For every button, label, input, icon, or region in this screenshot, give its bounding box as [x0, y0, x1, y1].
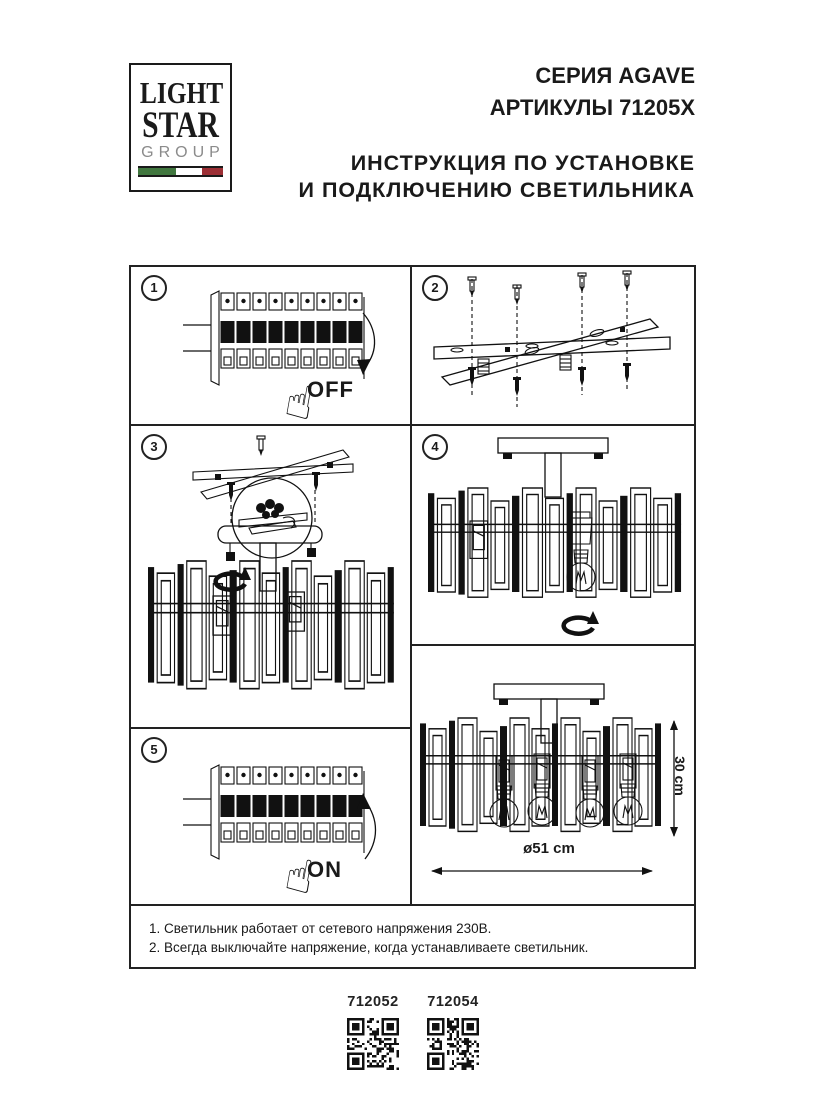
step-number-badge: 4	[422, 434, 448, 460]
note-line-1: 1. Светильник работает от сетевого напряжения 230В.	[149, 921, 492, 936]
qr-code	[347, 1018, 399, 1070]
footer-product-codes	[0, 994, 826, 1075]
product-code-label: 712054	[427, 994, 479, 1010]
panel-step-3	[129, 424, 412, 729]
articles-title: АРТИКУЛЫ 71205X	[489, 94, 695, 120]
notes-panel	[129, 904, 696, 969]
lightstar-logo	[129, 63, 232, 192]
step-number-badge: 2	[422, 275, 448, 301]
caption-off: OFF	[307, 377, 354, 402]
light-bulb-installation-diagram	[412, 426, 694, 644]
step-number-badge: 1	[141, 275, 167, 301]
series-title: СЕРИЯ AGAVE	[535, 63, 695, 88]
note-line-2: 2. Всегда выключайте напряжение, когда устанавливаете светильник.	[149, 939, 589, 955]
logo-word-light: LIGHT	[139, 75, 224, 110]
qr-code	[427, 1018, 479, 1070]
logo-word-group: GROUP	[141, 143, 225, 161]
product-code-label: 712052	[347, 994, 399, 1010]
header	[299, 60, 695, 204]
dimension-diameter-label: ø51 cm	[523, 840, 575, 857]
logo-word-star: STAR	[142, 104, 219, 146]
panel-step-5	[129, 727, 412, 906]
italian-flag-stripe	[138, 166, 223, 177]
instruction-title-line2: И ПОДКЛЮЧЕНИЮ СВЕТИЛЬНИКА	[298, 177, 695, 202]
panel-dimensions	[410, 644, 696, 906]
instruction-title-line1: ИНСТРУКЦИЯ ПО УСТАНОВКЕ	[350, 150, 695, 175]
caption-on: ON	[307, 857, 342, 882]
fixture-dimensions-diagram	[412, 646, 694, 904]
circuit-breaker-switch-on-diagram	[131, 729, 410, 904]
panel-step-1	[129, 265, 412, 426]
wiring-and-canopy-attachment-diagram	[131, 426, 410, 727]
ceiling-mounting-bracket-screws-diagram	[412, 267, 694, 424]
panel-step-2	[410, 265, 696, 426]
product-column	[426, 994, 480, 1075]
step-number-badge: 3	[141, 434, 167, 460]
circuit-breaker-switch-off-diagram	[131, 267, 410, 424]
panel-step-4	[410, 424, 696, 646]
product-column	[346, 994, 400, 1075]
step-number-badge: 5	[141, 737, 167, 763]
dimension-height-label: 30 cm	[672, 756, 688, 796]
